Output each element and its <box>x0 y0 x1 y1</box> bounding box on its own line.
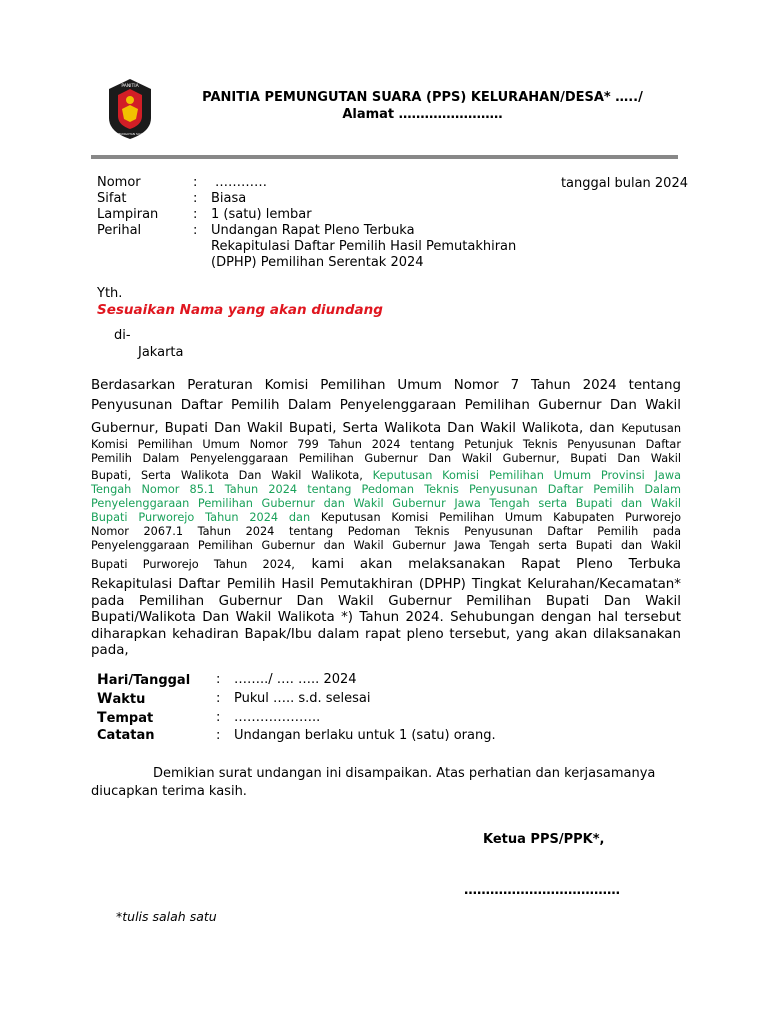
nomor-value: ………… <box>215 175 267 190</box>
catatan-colon: : <box>216 728 221 743</box>
logo-text-top: PANITIA <box>121 84 139 89</box>
body-line: Penyelenggaraan Pemilihan Gubernur dan Wakil Gubernur Jawa Tengah serta Bupati dan Wakil <box>91 496 681 510</box>
lampiran-colon: : <box>193 207 198 222</box>
hari-value: ……../ …. ….. 2024 <box>234 672 357 687</box>
perihal-line-1: Undangan Rapat Pleno Terbuka <box>211 223 415 238</box>
signature-title: Ketua PPS/PPK*, <box>483 832 605 847</box>
body-line: pada Pemilihan Gubernur Dan Wakil Gubernur Pemilihan Bupati Dan Wakil <box>91 593 681 609</box>
tempat-value: ……………….. <box>234 710 321 725</box>
lampiran-label: Lampiran <box>97 207 159 222</box>
nomor-label: Nomor <box>97 175 141 190</box>
body-line: Tengah Nomor 85.1 Tahun 2024 tentang Pedoman Teknis Penyusunan Daftar Pemilih Dalam <box>91 482 681 496</box>
body-line: Pemilih Dalam Penyelenggaraan Pemilihan Gubernur Dan Wakil Gubernur, Bupati Dan Wakil <box>91 451 681 465</box>
body-line: Nomor 2067.1 Tahun 2024 tentang Pedoman Teknis Penyusunan Daftar Pemilih pada <box>91 524 681 538</box>
body-paragraph <box>91 378 681 660</box>
signature-line: ……………………………… <box>464 883 620 898</box>
body-line: Bupati Purworejo Tahun 2024, kami akan melaksanakan Rapat Pleno Terbuka <box>91 556 681 572</box>
body-line: pada, <box>91 643 129 658</box>
perihal-colon: : <box>193 223 198 238</box>
body-line: Penyelenggaraan Pemilihan Gubernur dan Wakil Gubernur Jawa Tengah serta Bupati dan Wakil <box>91 538 681 552</box>
body-line: Berdasarkan Peraturan Komisi Pemilihan Umum Nomor 7 Tahun 2024 tentang <box>91 378 681 393</box>
kpu-logo <box>106 78 154 140</box>
nomor-colon: : <box>193 175 198 190</box>
recipient-di: di- <box>114 328 131 343</box>
lampiran-value: 1 (satu) lembar <box>211 207 312 222</box>
catatan-value: Undangan berlaku untuk 1 (satu) orang. <box>234 728 496 743</box>
hari-colon: : <box>216 672 221 687</box>
perihal-line-2: Rekapitulasi Daftar Pemilih Hasil Pemutakhiran <box>211 239 517 254</box>
letter-date: tanggal bulan 2024 <box>560 176 688 191</box>
closing-paragraph <box>91 765 681 801</box>
hari-label: Hari/Tanggal <box>97 672 191 688</box>
body-line: Bupati/Walikota Dan Wakil Walikota *) Tahun 2024. Sehubungan dengan hal tersebut <box>91 610 681 625</box>
perihal-label: Perihal <box>97 223 142 238</box>
recipient-name-placeholder: Sesuaikan Nama yang akan diundang <box>97 302 383 318</box>
catatan-label: Catatan <box>97 728 155 743</box>
body-line: diharapkan kehadiran Bapak/Ibu dalam rapat pleno tersebut, yang akan dilaksanakan <box>91 626 681 642</box>
recipient-city: Jakarta <box>138 345 184 360</box>
yth: Yth. <box>97 286 123 301</box>
body-line: Komisi Pemilihan Umum Nomor 799 Tahun 2024 tentang Petunjuk Teknis Penyusunan Daftar <box>91 437 681 451</box>
sifat-colon: : <box>193 191 198 206</box>
waktu-label: Waktu <box>97 691 146 707</box>
sifat-label: Sifat <box>97 191 127 206</box>
header-title: PANITIA PEMUNGUTAN SUARA (PPS) KELURAHAN/DESA* …../ <box>202 90 643 105</box>
body-line: Bupati, Serta Walikota Dan Wakil Walikota, Keputusan Komisi Pemilihan Umum Provinsi Jawa <box>91 468 682 482</box>
logo-text-bottom: PEMUNGUTAN SUARA <box>113 132 147 136</box>
body-line: Gubernur, Bupati Dan Wakil Bupati, Serta Walikota Dan Wakil Walikota, dan Keputusan <box>91 421 681 436</box>
header-address: Alamat …………………… <box>342 107 503 122</box>
tempat-label: Tempat <box>97 710 154 726</box>
waktu-colon: : <box>216 691 221 706</box>
footnote: *tulis salah satu <box>116 909 217 924</box>
closing-line-2: diucapkan terima kasih. <box>91 784 247 799</box>
body-line: Rekapitulasi Daftar Pemilih Hasil Pemutakhiran (DPHP) Tingkat Kelurahan/Kecamatan* <box>91 577 681 592</box>
tempat-colon: : <box>216 710 221 725</box>
body-line: Penyusunan Daftar Pemilih Dalam Penyelenggaraan Pemilihan Gubernur Dan Wakil <box>91 397 681 413</box>
closing-line-1: Demikian surat undangan ini disampaikan. Atas perhatian dan kerjasamanya <box>153 766 656 781</box>
sifat-value: Biasa <box>211 191 247 206</box>
perihal-line-3: (DPHP) Pemilihan Serentak 2024 <box>211 255 424 270</box>
waktu-value: Pukul ….. s.d. selesai <box>234 691 371 706</box>
body-line: Bupati Purworejo Tahun 2024 dan Keputusan Komisi Pemilihan Umum Kabupaten Purworejo <box>91 510 681 524</box>
header-rule <box>91 155 678 159</box>
